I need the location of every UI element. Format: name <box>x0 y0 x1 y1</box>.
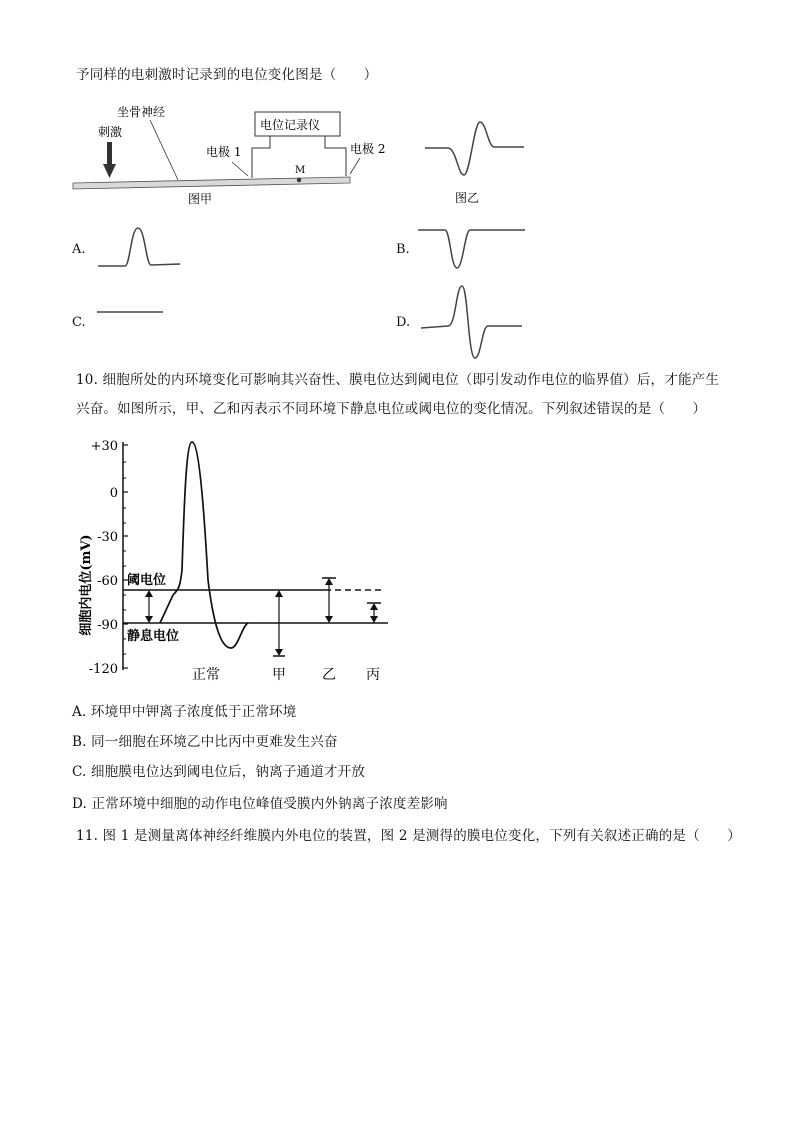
chart-ylabel: 细胞内电位(mV) <box>79 534 94 636</box>
electrode1-label: 电极 1 <box>206 145 242 159</box>
ytick-label-m120: -120 <box>88 662 118 677</box>
threshold-label: 阈电位 <box>127 573 167 588</box>
q11-line1: 11. 图 1 是测量离体神经纤维膜内外电位的装置，图 2 是测得的膜电位变化，下列有关叙述正确的是（ ） <box>76 828 741 844</box>
electrode2-pointer <box>350 158 360 174</box>
xlabel-normal: 正常 <box>192 667 220 683</box>
stimulus-label: 刺激 <box>98 125 123 139</box>
fig-yi-caption: 图乙 <box>455 191 480 205</box>
xlabel-jia: 甲 <box>272 667 286 683</box>
fig-jia-caption: 图甲 <box>188 192 213 206</box>
ytick-label-0: 0 <box>109 486 118 501</box>
q9-option-d-letter[interactable]: D. <box>396 315 411 330</box>
normal-arrow <box>145 590 153 623</box>
q9-option-d-graph <box>418 280 528 360</box>
q9-option-a-graph <box>95 222 185 272</box>
point-m-label: M <box>295 165 306 176</box>
electrode2-label: 电极 2 <box>350 142 386 156</box>
electrode1-pointer <box>232 162 248 176</box>
q9-option-c-graph <box>95 305 170 320</box>
recorder-label: 电位记录仪 <box>260 118 321 132</box>
q10-option-d[interactable]: D. 正常环境中细胞的动作电位峰值受膜内外钠离子浓度差影响 <box>72 796 448 812</box>
q9-option-a-letter[interactable]: A. <box>72 242 86 257</box>
resting-label: 静息电位 <box>127 629 180 644</box>
action-potential-curve <box>160 442 248 648</box>
q9-intro: 予同样的电刺激时记录到的电位变化图是（ ） <box>76 67 378 83</box>
electrode1-wire <box>252 136 270 178</box>
figure-yi <box>420 110 530 210</box>
ytick-label-m30: -30 <box>97 530 118 545</box>
stimulus-arrow <box>103 142 116 178</box>
q10-chart <box>70 430 400 690</box>
q10-line2: 兴奋。如图所示，甲、乙和丙表示不同环境下静息电位或阈电位的变化情况。下列叙述错误的是（ ） <box>76 401 707 417</box>
nerve-label: 坐骨神经 <box>117 105 166 119</box>
q10-line1: 10. 细胞所处的内环境变化可影响其兴奋性、膜电位达到阈电位（即引发动作电位的临界值）后，才能产生 <box>76 372 720 388</box>
figure-jia <box>70 100 386 210</box>
xlabel-yi: 乙 <box>322 667 336 683</box>
ytick-label-p30: +30 <box>90 439 118 454</box>
q9-option-b-graph <box>415 222 530 272</box>
nerve-pointer <box>150 120 178 180</box>
bing-arrow <box>367 603 381 623</box>
q10-option-a[interactable]: A. 环境甲中钾离子浓度低于正常环境 <box>72 704 297 720</box>
ytick-label-m90: -90 <box>97 618 118 633</box>
q9-option-c-letter[interactable]: C. <box>72 315 86 330</box>
q9-option-b-letter[interactable]: B. <box>396 242 410 257</box>
electrode2-wire <box>325 136 346 176</box>
yi-arrow <box>322 578 336 623</box>
point-m-dot <box>297 178 301 182</box>
waveform-yi <box>425 122 524 175</box>
q10-option-c[interactable]: C. 细胞膜电位达到阈电位后，钠离子通道才开放 <box>72 764 366 780</box>
nerve-fiber <box>73 177 350 189</box>
q10-option-b[interactable]: B. 同一细胞在环境乙中比丙中更难发生兴奋 <box>72 734 338 750</box>
xlabel-bing: 丙 <box>366 667 380 683</box>
ytick-label-m60: -60 <box>97 574 118 589</box>
